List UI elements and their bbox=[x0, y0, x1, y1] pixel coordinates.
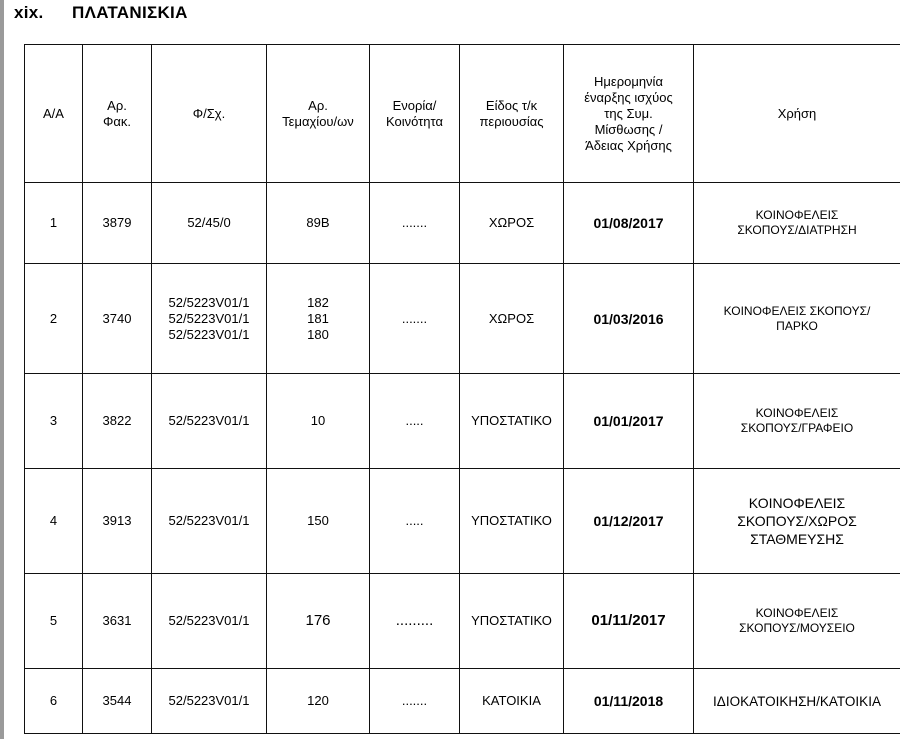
cell-fsx: 52/45/0 bbox=[152, 183, 267, 264]
cell-date: 01/11/2018 bbox=[564, 669, 694, 734]
cell-eidos: ΥΠΟΣΤΑΤΙΚΟ bbox=[460, 374, 564, 469]
cell-date: 01/01/2017 bbox=[564, 374, 694, 469]
cell-eidos: ΚΑΤΟΙΚΙΑ bbox=[460, 669, 564, 734]
table-row bbox=[25, 574, 900, 669]
cell-date: 01/03/2016 bbox=[564, 264, 694, 374]
cell-fak: 3740 bbox=[83, 264, 152, 374]
header-ar-fak: Αρ. Φακ. bbox=[83, 45, 152, 183]
table-header-row bbox=[25, 45, 900, 183]
header-date: Ημερομηνία έναρξης ισχύος της Συμ. Μίσθωσης / Άδειας Χρήσης bbox=[564, 45, 694, 183]
section-heading bbox=[14, 3, 188, 23]
table-row bbox=[25, 183, 900, 264]
cell-xrisi: ΚΟΙΝΟΦΕΛΕΙΣ ΣΚΟΠΟΥΣ/ΜΟΥΣΕΙΟ bbox=[694, 574, 900, 669]
cell-xrisi: ΚΟΙΝΟΦΕΛΕΙΣ ΣΚΟΠΟΥΣ/ΓΡΑΦΕΙΟ bbox=[694, 374, 900, 469]
cell-fak: 3631 bbox=[83, 574, 152, 669]
cell-eidos: ΥΠΟΣΤΑΤΙΚΟ bbox=[460, 574, 564, 669]
cell-xrisi: ΚΟΙΝΟΦΕΛΕΙΣ ΣΚΟΠΟΥΣ/ ΠΑΡΚΟ bbox=[694, 264, 900, 374]
cell-fak: 3879 bbox=[83, 183, 152, 264]
cell-temaxio: 176 bbox=[267, 574, 370, 669]
cell-aa: 1 bbox=[25, 183, 83, 264]
header-xrisi: Χρήση bbox=[694, 45, 900, 183]
cell-fsx: 52/5223V01/1 bbox=[152, 574, 267, 669]
cell-date: 01/12/2017 bbox=[564, 469, 694, 574]
header-eidos: Είδος τ/κ περιουσίας bbox=[460, 45, 564, 183]
table-row bbox=[25, 374, 900, 469]
page-edge-bar bbox=[0, 0, 4, 739]
cell-fak: 3913 bbox=[83, 469, 152, 574]
header-ar-temaxiou: Αρ. Τεμαχίου/ων bbox=[267, 45, 370, 183]
cell-aa: 5 bbox=[25, 574, 83, 669]
cell-fsx: 52/5223V01/1 bbox=[152, 669, 267, 734]
cell-aa: 3 bbox=[25, 374, 83, 469]
cell-enoria: ..... bbox=[370, 374, 460, 469]
lease-table-wrapper bbox=[24, 44, 900, 734]
cell-eidos: ΥΠΟΣΤΑΤΙΚΟ bbox=[460, 469, 564, 574]
cell-fak: 3822 bbox=[83, 374, 152, 469]
cell-aa: 6 bbox=[25, 669, 83, 734]
cell-fsx: 52/5223V01/1 bbox=[152, 374, 267, 469]
cell-eidos: ΧΩΡΟΣ bbox=[460, 183, 564, 264]
lease-table bbox=[24, 44, 900, 734]
cell-aa: 4 bbox=[25, 469, 83, 574]
header-aa: Α/Α bbox=[25, 45, 83, 183]
cell-temaxio: 10 bbox=[267, 374, 370, 469]
cell-xrisi: ΚΟΙΝΟΦΕΛΕΙΣ ΣΚΟΠΟΥΣ/ΔΙΑΤΡΗΣΗ bbox=[694, 183, 900, 264]
table-row bbox=[25, 469, 900, 574]
cell-enoria: ....... bbox=[370, 264, 460, 374]
cell-enoria: ....... bbox=[370, 669, 460, 734]
cell-aa: 2 bbox=[25, 264, 83, 374]
cell-fak: 3544 bbox=[83, 669, 152, 734]
cell-xrisi: ΙΔΙΟΚΑΤΟΙΚΗΣΗ/ΚΑΤΟΙΚΙΑ bbox=[694, 669, 900, 734]
cell-temaxio: 89Β bbox=[267, 183, 370, 264]
table-row bbox=[25, 669, 900, 734]
section-title: ΠΛΑΤΑΝΙΣΚΙΑ bbox=[72, 3, 188, 22]
cell-date: 01/11/2017 bbox=[564, 574, 694, 669]
cell-enoria: ..... bbox=[370, 469, 460, 574]
cell-fsx: 52/5223V01/1 bbox=[152, 469, 267, 574]
table-row bbox=[25, 264, 900, 374]
cell-temaxio: 150 bbox=[267, 469, 370, 574]
header-enoria: Ενορία/ Κοινότητα bbox=[370, 45, 460, 183]
header-fsx: Φ/Σχ. bbox=[152, 45, 267, 183]
cell-temaxio: 120 bbox=[267, 669, 370, 734]
cell-enoria: ......... bbox=[370, 574, 460, 669]
section-number: xix. bbox=[14, 3, 44, 22]
cell-temaxio: 182 181 180 bbox=[267, 264, 370, 374]
cell-fsx: 52/5223V01/1 52/5223V01/1 52/5223V01/1 bbox=[152, 264, 267, 374]
cell-date: 01/08/2017 bbox=[564, 183, 694, 264]
cell-xrisi: ΚΟΙΝΟΦΕΛΕΙΣ ΣΚΟΠΟΥΣ/ΧΩΡΟΣ ΣΤΑΘΜΕΥΣΗΣ bbox=[694, 469, 900, 574]
cell-enoria: ....... bbox=[370, 183, 460, 264]
cell-eidos: ΧΩΡΟΣ bbox=[460, 264, 564, 374]
